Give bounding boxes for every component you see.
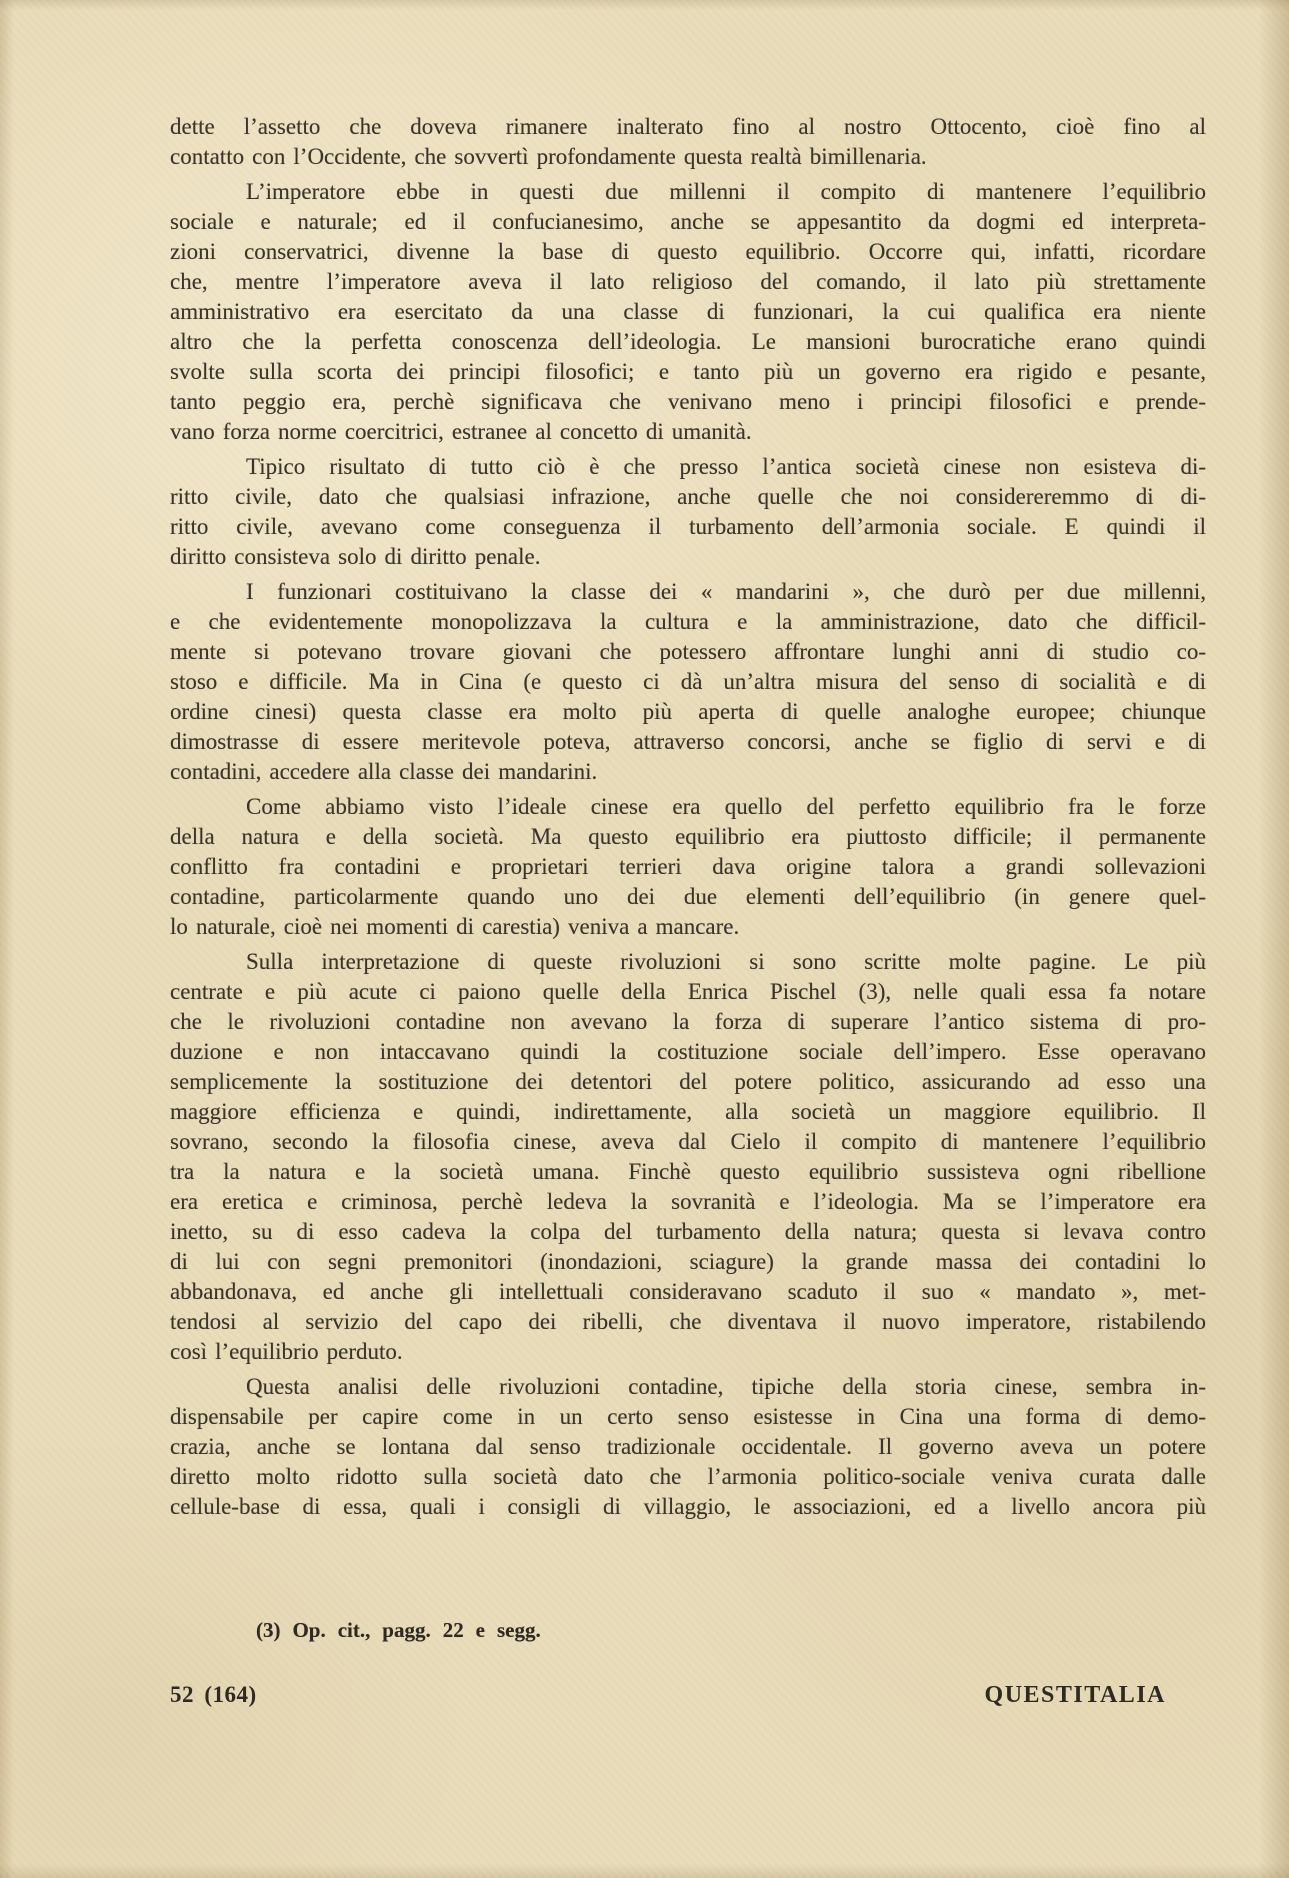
text-line: dette l’assetto che doveva rimanere inalterato fino al nostro Ottocento, cioè fino al [170, 114, 1206, 139]
text-line: Questa analisi delle rivoluzioni contadine, tipiche della storia cinese, sembra in- [246, 1374, 1206, 1399]
text-line: inetto, su di esso cadeva la colpa del turbamento della natura; questa si levava contro [170, 1219, 1206, 1244]
text-line: vano forza norme coercitrici, estranee al concetto di umanità. [170, 419, 752, 444]
text-line: dimostrasse di essere meritevole poteva, attraverso concorsi, anche se figlio di servi e di [170, 729, 1206, 754]
text-line: ordine cinesi) questa classe era molto più aperta di quelle analoghe europee; chiunque [170, 699, 1206, 724]
text-line: ritto civile, avevano come conseguenza il turbamento dell’armonia sociale. E quindi il [170, 514, 1206, 539]
text-line: della natura e della società. Ma questo equilibrio era piuttosto difficile; il permanente [170, 824, 1206, 849]
text-line: che le rivoluzioni contadine non avevano la forza di superare l’antico sistema di pro- [170, 1009, 1206, 1034]
journal-title: QUESTITALIA [984, 1682, 1166, 1708]
paragraph [170, 792, 1206, 942]
paragraph [170, 112, 1206, 172]
text-line: che, mentre l’imperatore aveva il lato religioso del comando, il lato più strettamente [170, 269, 1206, 294]
text-line: dispensabile per capire come in un certo senso esistesse in Cina una forma di demo- [170, 1404, 1206, 1429]
text-line: così l’equilibrio perduto. [170, 1339, 403, 1364]
text-line: tra la natura e la società umana. Finchè questo equilibrio sussisteva ogni ribellione [170, 1159, 1206, 1184]
text-line: Sulla interpretazione di queste rivoluzioni si sono scritte molte pagine. Le più [246, 949, 1206, 974]
text-line: Come abbiamo visto l’ideale cinese era quello del perfetto equilibrio fra le forze [246, 794, 1206, 819]
text-line: stoso e difficile. Ma in Cina (e questo ci dà un’altra misura del senso di socialità e di [170, 669, 1206, 694]
text-line: sovrano, secondo la filosofia cinese, aveva dal Cielo il compito di mantenere l’equilibrio [170, 1129, 1206, 1154]
paragraph [170, 1372, 1206, 1522]
text-line: altro che la perfetta conoscenza dell’ideologia. Le mansioni burocratiche erano quindi [170, 329, 1206, 354]
text-line: ritto civile, dato che qualsiasi infrazione, anche quelle che noi considereremmo di di- [170, 484, 1206, 509]
footnote: (3) Op. cit., pagg. 22 e segg. [256, 1618, 541, 1642]
text-line: svolte sulla scorta dei principi filosofici; e tanto più un governo era rigido e pesante, [170, 359, 1206, 384]
text-line: semplicemente la sostituzione dei detentori del potere politico, assicurando ad esso una [170, 1069, 1206, 1094]
page-footer [170, 1682, 1186, 1709]
text-line: e che evidentemente monopolizzava la cultura e la amministrazione, dato che difficil- [170, 609, 1206, 634]
text-line: I funzionari costituivano la classe dei « mandarini », che durò per due millenni, [246, 579, 1206, 604]
text-line: centrate e più acute ci paiono quelle della Enrica Pischel (3), nelle quali essa fa notare [170, 979, 1206, 1004]
paragraph [170, 177, 1206, 447]
paragraph [170, 577, 1206, 787]
text-line: Tipico risultato di tutto ciò è che presso l’antica società cinese non esisteva di- [246, 454, 1206, 479]
text-line: diretto molto ridotto sulla società dato che l’armonia politico-sociale veniva curata dalle [170, 1464, 1206, 1489]
text-line: maggiore efficienza e quindi, indirettamente, alla società un maggiore equilibrio. Il [170, 1099, 1206, 1124]
text-line: contadini, accedere alla classe dei mandarini. [170, 759, 598, 784]
text-line: diritto consisteva solo di diritto penale. [170, 544, 541, 569]
page-text [170, 112, 1206, 1527]
text-line: conflitto fra contadini e proprietari terrieri dava origine talora a grandi sollevazioni [170, 854, 1206, 879]
text-line: era eretica e criminosa, perchè ledeva la sovranità e l’ideologia. Ma se l’imperatore era [170, 1189, 1206, 1214]
text-line: crazia, anche se lontana dal senso tradizionale occidentale. Il governo aveva un potere [170, 1434, 1206, 1459]
text-line: contatto con l’Occidente, che sovvertì profondamente questa realtà bimillenaria. [170, 144, 927, 169]
page-number: 52 (164) [170, 1682, 257, 1707]
text-line: zioni conservatrici, divenne la base di questo equilibrio. Occorre qui, infatti, ricordare [170, 239, 1206, 264]
text-line: cellule-base di essa, quali i consigli di villaggio, le associazioni, ed a livello ancora più [170, 1494, 1206, 1519]
text-line: di lui con segni premonitori (inondazioni, sciagure) la grande massa dei contadini lo [170, 1249, 1206, 1274]
text-line: tanto peggio era, perchè significava che venivano meno i principi filosofici e prende- [170, 389, 1206, 414]
text-line: sociale e naturale; ed il confucianesimo, anche se appesantito da dogmi ed interpreta- [170, 209, 1206, 234]
text-line: contadine, particolarmente quando uno dei due elementi dell’equilibrio (in genere quel- [170, 884, 1206, 909]
text-line: tendosi al servizio del capo dei ribelli, che diventava il nuovo imperatore, ristabilendo [170, 1309, 1206, 1334]
text-line: amministrativo era esercitato da una classe di funzionari, la cui qualifica era niente [170, 299, 1206, 324]
text-line: mente si potevano trovare giovani che potessero affrontare lunghi anni di studio co- [170, 639, 1206, 664]
text-line: duzione e non intaccavano quindi la costituzione sociale dell’impero. Esse operavano [170, 1039, 1206, 1064]
paragraph [170, 452, 1206, 572]
text-line: L’imperatore ebbe in questi due millenni il compito di mantenere l’equilibrio [246, 179, 1206, 204]
text-line: abbandonava, ed anche gli intellettuali consideravano scaduto il suo « mandato », met- [170, 1279, 1206, 1304]
text-line: lo naturale, cioè nei momenti di carestia) veniva a mancare. [170, 914, 740, 939]
paragraph [170, 947, 1206, 1367]
